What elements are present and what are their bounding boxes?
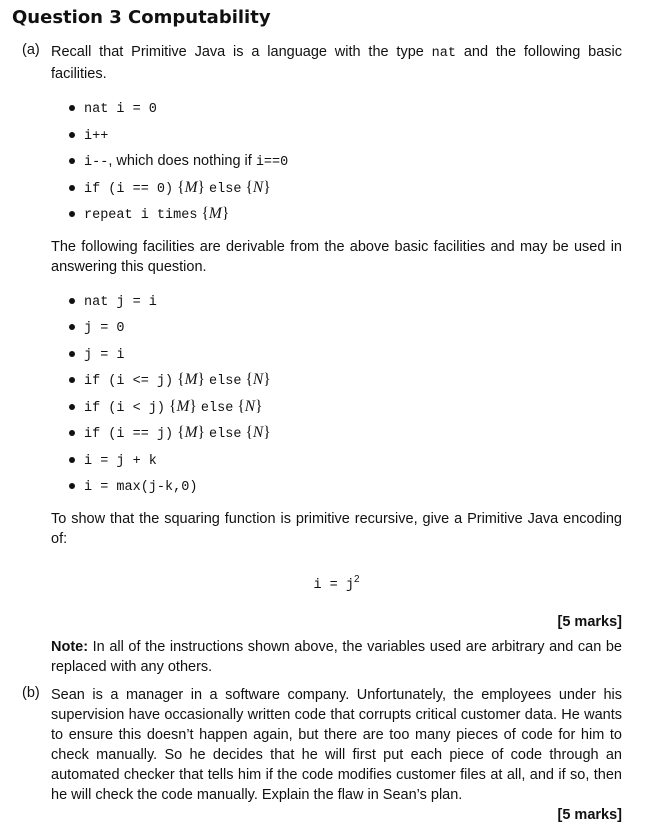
part-a-label: (a) [22, 42, 40, 58]
list-item: j = 0 [69, 317, 622, 344]
list-item: i = j + k [69, 450, 622, 477]
list-item: nat i = 0 [69, 98, 622, 125]
list-item: i = max(j-k,0) [69, 476, 622, 503]
part-b [22, 685, 622, 825]
list-item: nat j = i [69, 291, 622, 318]
list-item: if (i <= j) {M} else {N} [69, 370, 622, 397]
task-text: To show that the squaring function is primitive recursive, give a Primitive Java encoding of: [51, 510, 622, 547]
question-title: Question 3 Computability [12, 7, 271, 28]
note: Note: In all of the instructions shown above, the variables used are arbitrary and can be replaced with any others. [51, 639, 622, 676]
part-b-label: (b) [22, 685, 40, 701]
part-a-intro: Recall that Primitive Java is a language with the type nat and the following basic facilities. [51, 44, 622, 82]
derived-facilities-list [69, 291, 622, 503]
basic-facilities-list [69, 98, 622, 231]
list-item: j = i [69, 344, 622, 371]
list-item: if (i == j) {M} else {N} [69, 423, 622, 450]
list-item: i++ [69, 125, 622, 152]
derived-intro: The following facilities are derivable from the above basic facilities and may be used in answering this question. [51, 238, 622, 275]
list-item: if (i < j) {M} else {N} [69, 397, 622, 424]
list-item: repeat i times {M} [69, 204, 622, 231]
part-a [22, 42, 622, 677]
part-b-text: Sean is a manager in a software company. Unfortunately, the employees under his supervision have occasionally written code that corrupts critical customer data. He wants to ensure this doesn’t happen again, but there are too many pieces of code for him to check manually. So he decides that he will first put each piece of code through an automated checker that tells him if the code modifies customer files at all, and if so, then he will check the code manually. Explain the flaw in Sean’s plan. [51, 687, 622, 803]
list-item: if (i == 0) {M} else {N} [69, 178, 622, 205]
formula: $i = j^2$ [313, 573, 360, 593]
marks-a: [5 marks] [557, 614, 622, 631]
marks-b: [5 marks] [557, 807, 622, 823]
list-item: i--, which does nothing if i==0 [69, 151, 622, 178]
